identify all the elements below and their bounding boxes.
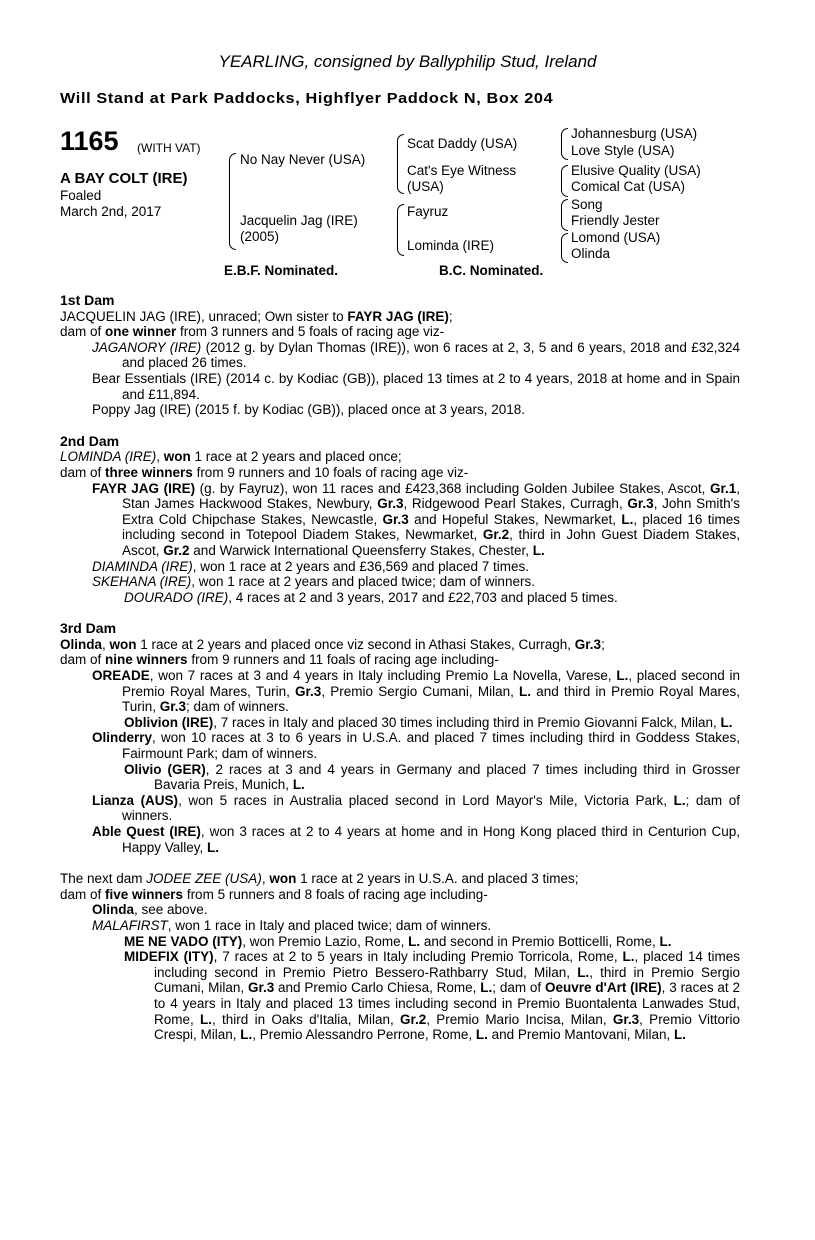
produce-record: SKEHANA (IRE), won 1 race at 2 years and placed twice; dam of winners. [92,574,535,590]
produce-record: ME NE VADO (ITY), won Premio Lazio, Rome, L. and second in Premio Botticelli, Rome, L. [124,933,672,949]
pedigree-brace [561,165,568,197]
ancestor: Song [571,197,603,212]
dam: Jacquelin Jag (IRE) [240,213,358,228]
bc-nominated: B.C. Nominated. [439,263,544,278]
produce-record: Olivio (GER), 2 races at 3 and 4 years in Germany and placed 7 times including third in Grosser Bavaria Preis, Munich, L. [124,761,741,793]
lot-number: 1165 [60,126,119,156]
ancestor: Johannesburg (USA) [571,126,698,141]
ancestor: Love Style (USA) [571,143,675,158]
produce-record: Oblivion (IRE), 7 races in Italy and placed 30 times including third in Premio Giovanni Falck, Milan, L. [124,714,733,730]
sire: No Nay Never (USA) [240,152,366,167]
produce-record: FAYR JAG (IRE) (g. by Fayruz), won 11 races and £423,368 including Golden Jubilee Stakes, Ascot, Gr.1, Stan James Hackwood Stakes, Newbury, Gr.3, Ridgewood Pearl Stakes, Curragh, Gr.3, John Smith's Extra Cold Chipchase Stakes, Newcastle, Gr.3 and Hopeful Stakes, Newmarket, L., placed 16 times including second in Totepool Diadem Stakes, Newmarket, Gr.2, third in John Guest Diadem Stakes, Ascot, Gr.2 and Warwick International Queensferry Stakes, Chester, L. [92,480,741,558]
sire-sire: Scat Daddy (USA) [407,136,518,151]
pedigree-brace [561,199,568,231]
pedigree-brace [397,134,404,194]
section-first-dam: 1st Dam [60,292,115,308]
foaled-date: March 2nd, 2017 [60,204,162,219]
produce-record: Olinda, see above. [92,902,208,918]
produce-record: MALAFIRST, won 1 race in Italy and placed twice; dam of winners. [92,917,492,933]
sire-dam: Cat's Eye Witness [407,163,517,178]
sire-dam-country: (USA) [407,179,444,194]
section-third-dam: 3rd Dam [60,620,117,637]
dam-sire: Fayruz [407,204,449,219]
second-dam-text: LOMINDA (IRE), won 1 race at 2 years and placed once; [60,449,402,465]
produce-record: JAGANORY (IRE) (2012 g. by Dylan Thomas (IRE)), won 6 races at 2, 3, 5 and 6 years, 2018 and £32,324 and placed 26 times. [92,339,741,371]
dam-dam: Lominda (IRE) [407,238,495,253]
produce-record: DIAMINDA (IRE), won 1 race at 2 years and £36,569 and placed 7 times. [92,558,529,574]
ancestor: Elusive Quality (USA) [571,163,701,178]
next-dam-summary: dam of five winners from 5 runners and 8 foals of racing age including- [60,886,488,902]
dam-year: (2005) [240,229,280,244]
pedigree-brace [561,128,568,160]
first-dam-text: JACQUELIN JAG (IRE), unraced; Own sister to FAYR JAG (IRE); [60,308,453,324]
produce-record: OREADE, won 7 races at 3 and 4 years in Italy including Premio La Novella, Varese, L., placed second in Premio Royal Mares, Turin, Gr.3, Premio Sergio Cumani, Milan, L. and third in Premio Royal Mares, Turin, Gr.3; dam of winners. [92,668,740,715]
produce-record: Poppy Jag (IRE) (2015 f. by Kodiac (GB)), placed once at 3 years, 2018. [92,402,525,418]
foaled-label: Foaled [60,188,102,203]
pedigree-brace [397,204,404,256]
produce-record: Bear Essentials (IRE) (2014 c. by Kodiac (GB)), placed 13 times at 2 to 4 years, 2018 at home and in Spain and £11,894. [92,370,740,402]
pedigree-brace [561,233,568,263]
third-dam-text: Olinda, won 1 race at 2 years and placed once viz second in Athasi Stakes, Curragh, Gr.3; [60,636,605,652]
vat-note: (WITH VAT) [137,141,201,155]
ancestor: Olinda [571,246,611,261]
dam-records [60,293,740,1043]
next-dam-text: The next dam JODEE ZEE (USA), won 1 race at 2 years in U.S.A. and placed 3 times; [60,871,579,887]
produce-record: Lianza (AUS), won 5 races in Australia placed second in Lord Mayor's Mile, Victoria Park, L.; dam of winners. [92,792,740,824]
pedigree-brace [229,153,236,250]
produce-record: MIDEFIX (ITY), 7 races at 2 to 5 years in Italy including Premio Torricola, Rome, L., placed 14 times including second in Premio Pietro Bessero-Rathbarry Stud, Milan, L., third in Premio Sergio Cumani, Milan, Gr.3 and Premio Carlo Chiesa, Rome, L.; dam of Oeuvre d'Art (IRE), 3 races at 2 to 4 years in Italy and placed 13 times including second in Premio Buontalenta Lanwades Stud, Rome, L., third in Oaks d'Italia, Milan, Gr.2, Premio Mario Incisa, Milan, Gr.3, Premio Vittorio Crespi, Milan, L., Premio Alessandro Perrone, Rome, L. and Premio Mantovani, Milan, L. [124,949,740,1043]
horse-description: A BAY COLT (IRE) [60,170,188,187]
produce-record: DOURADO (IRE), 4 races at 2 and 3 years, 2017 and £22,703 and placed 5 times. [124,589,618,605]
section-second-dam: 2nd Dam [60,432,120,449]
stabling-line: Will Stand at Park Paddocks, Highflyer Paddock N, Box 204 [60,90,554,107]
first-dam-summary: dam of one winner from 3 runners and 5 foals of racing age viz- [60,324,445,340]
ancestor: Comical Cat (USA) [571,179,686,194]
ebf-nominated: E.B.F. Nominated. [224,263,339,278]
consignor-line: YEARLING, consigned by Ballyphilip Stud, Ireland [218,52,597,71]
ancestor: Friendly Jester [571,213,660,228]
produce-record: Able Quest (IRE), won 3 races at 2 to 4 years at home and in Hong Kong placed third in Centurion Cup, Happy Valley, L. [92,824,741,855]
ancestor: Lomond (USA) [571,230,661,245]
produce-record: Olinderry, won 10 races at 3 to 6 years in U.S.A. and placed 7 times including third in Goddess Stakes, Fairmount Park; dam of winners. [92,730,740,762]
third-dam-summary: dam of nine winners from 9 runners and 11 foals of racing age including- [60,652,499,668]
second-dam-summary: dam of three winners from 9 runners and 10 foals of racing age viz- [60,464,469,480]
